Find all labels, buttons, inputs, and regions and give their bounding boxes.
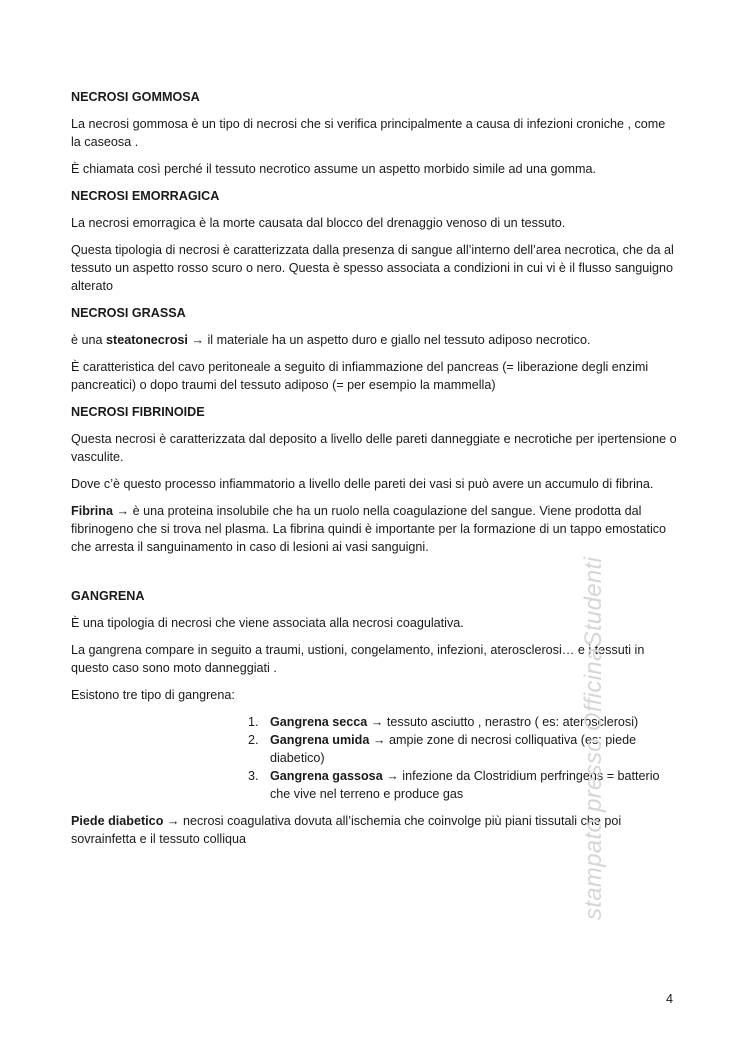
list-number: 3. <box>248 769 259 783</box>
paragraph: La necrosi gommosa è un tipo di necrosi che si verifica principalmente a causa di infezioni croniche , come la caseosa . <box>71 117 666 149</box>
paragraph: È caratteristica del cavo peritoneale a seguito di infiammazione del pancreas (= liberazione degli enzimi pancreatici) o dopo traumi del tessuto adiposo (= per esempio la mammella) <box>71 360 649 392</box>
paragraph: È una tipologia di necrosi che viene associata alla necrosi coagulativa. <box>71 616 464 630</box>
paragraph: Dove c’è questo processo infiammatorio a livello delle pareti dei vasi si può avere un accumulo di fibrina. <box>71 477 654 491</box>
text: → ampie zone di necrosi colliquativa (es: piede diabetico) <box>270 733 637 765</box>
text: → è una proteina insolubile che ha un ruolo nella coagulazione del sangue. Viene prodotta dal fibrinogeno che si trova nel plasma. La fibrina quindi è importante per la formazione di un tappo emostatico che arresta il sanguinamento in caso di lesioni ai vasi sanguigni. <box>71 504 667 554</box>
heading-necrosi-fibrinoide: NECROSI FIBRINOIDE <box>71 405 205 419</box>
bold-term: Fibrina <box>71 504 113 518</box>
bold-term: Gangrena secca <box>270 715 368 729</box>
text: è una <box>71 333 107 347</box>
paragraph: È chiamata così perché il tessuto necrotico assume un aspetto morbido simile ad una gomma. <box>71 162 597 176</box>
paragraph: La gangrena compare in seguito a traumi, ustioni, congelamento, infezioni, aterosclerosi… e i tessuti in questo caso sono moto danneggiati . <box>71 643 645 675</box>
paragraph: La necrosi emorragica è la morte causata dal blocco del drenaggio venoso di un tessuto. <box>71 216 566 230</box>
list-number: 2. <box>248 733 259 747</box>
paragraph <box>71 502 677 556</box>
paragraph: Questa necrosi è caratterizzata dal deposito a livello delle pareti danneggiate e necrotiche per ipertensione o vasculite. <box>71 432 677 464</box>
bold-term: steatonecrosi <box>106 333 188 347</box>
heading-necrosi-emorragica: NECROSI EMORRAGICA <box>71 189 220 203</box>
text: → necrosi coagulativa dovuta all’ischemia che coinvolge più piani tissutali che poi sovrainfetta e il tessuto colliqua <box>71 814 622 846</box>
text: → il materiale ha un aspetto duro e giallo nel tessuto adiposo necrotico. <box>187 333 591 347</box>
paragraph: Esistono tre tipo di gangrena: <box>71 688 235 702</box>
watermark: stampato presso OfficinaStudenti <box>580 556 607 920</box>
page-number: 4 <box>666 992 674 1006</box>
heading-necrosi-gommosa: NECROSI GOMMOSA <box>71 90 200 104</box>
heading-necrosi-grassa: NECROSI GRASSA <box>71 306 186 320</box>
text: → infezione da Clostridium perfringens = batterio che vive nel terreno e produce gas <box>270 769 660 801</box>
paragraph: Questa tipologia di necrosi è caratterizzata dalla presenza di sangue all’interno dell’area necrotica, che da al tessuto un aspetto rosso scuro o nero. Questa è spesso associata a condizioni in cui vi è il flusso sanguigno alterato <box>71 243 674 293</box>
bold-term: Gangrena umida <box>270 733 370 747</box>
paragraph <box>71 331 677 349</box>
heading-gangrena: GANGRENA <box>71 589 145 603</box>
text: → tessuto asciutto , nerastro ( es: aterosclerosi) <box>367 715 639 729</box>
bold-term: Gangrena gassosa <box>270 769 383 783</box>
bold-term: Piede diabetico <box>71 814 164 828</box>
list-number: 1. <box>248 715 259 729</box>
